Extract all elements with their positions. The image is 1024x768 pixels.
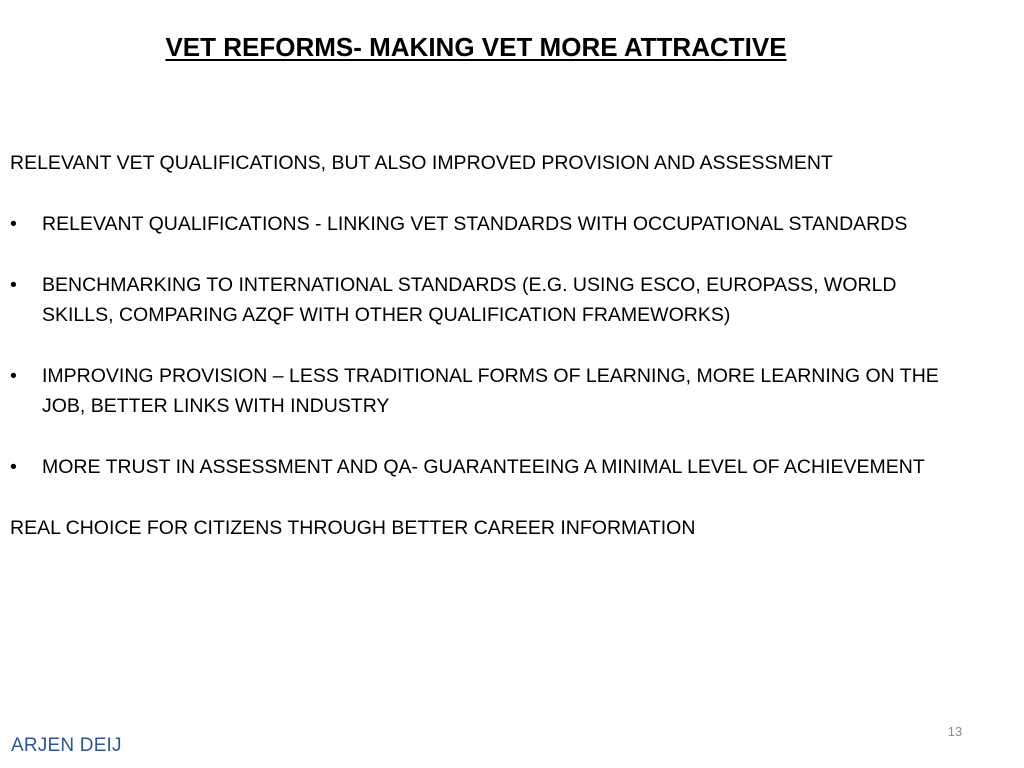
bullet-line: IMPROVING PROVISION – LESS TRADITIONAL FORMS OF LEARNING, MORE LEARNING ON THE <box>42 365 939 387</box>
slide-title: VET REFORMS- MAKING VET MORE ATTRACTIVE <box>165 32 787 62</box>
bullet-icon: • <box>10 213 17 235</box>
bullet-text <box>42 452 1018 482</box>
bullet-text <box>42 270 1018 330</box>
bullet-item <box>10 270 1018 330</box>
bullet-icon: • <box>10 365 17 387</box>
bullet-line: BENCHMARKING TO INTERNATIONAL STANDARDS (E.G. USING ESCO, EUROPASS, WORLD <box>42 274 897 296</box>
bullet-item <box>10 209 1018 239</box>
intro-paragraph: RELEVANT VET QUALIFICATIONS, BUT ALSO IMPROVED PROVISION AND ASSESSMENT <box>10 152 833 174</box>
closing-paragraph: REAL CHOICE FOR CITIZENS THROUGH BETTER CAREER INFORMATION <box>10 517 696 539</box>
bullet-icon: • <box>10 274 17 296</box>
slide-body <box>10 148 1018 543</box>
bullet-item <box>10 361 1018 421</box>
bullet-item <box>10 452 1018 482</box>
bullet-line: MORE TRUST IN ASSESSMENT AND QA- GUARANTEEING A MINIMAL LEVEL OF ACHIEVEMENT <box>42 456 925 478</box>
bullet-line: RELEVANT QUALIFICATIONS - LINKING VET STANDARDS WITH OCCUPATIONAL STANDARDS <box>42 213 908 235</box>
page-number: 13 <box>947 724 963 739</box>
bullet-line: JOB, BETTER LINKS WITH INDUSTRY <box>42 395 390 417</box>
bullet-icon: • <box>10 456 17 478</box>
bullet-text <box>42 209 1018 239</box>
author-name: ARJEN DEIJ <box>11 735 122 756</box>
bullet-text <box>42 361 1018 421</box>
bullet-line: SKILLS, COMPARING AZQF WITH OTHER QUALIFICATION FRAMEWORKS) <box>42 304 731 326</box>
